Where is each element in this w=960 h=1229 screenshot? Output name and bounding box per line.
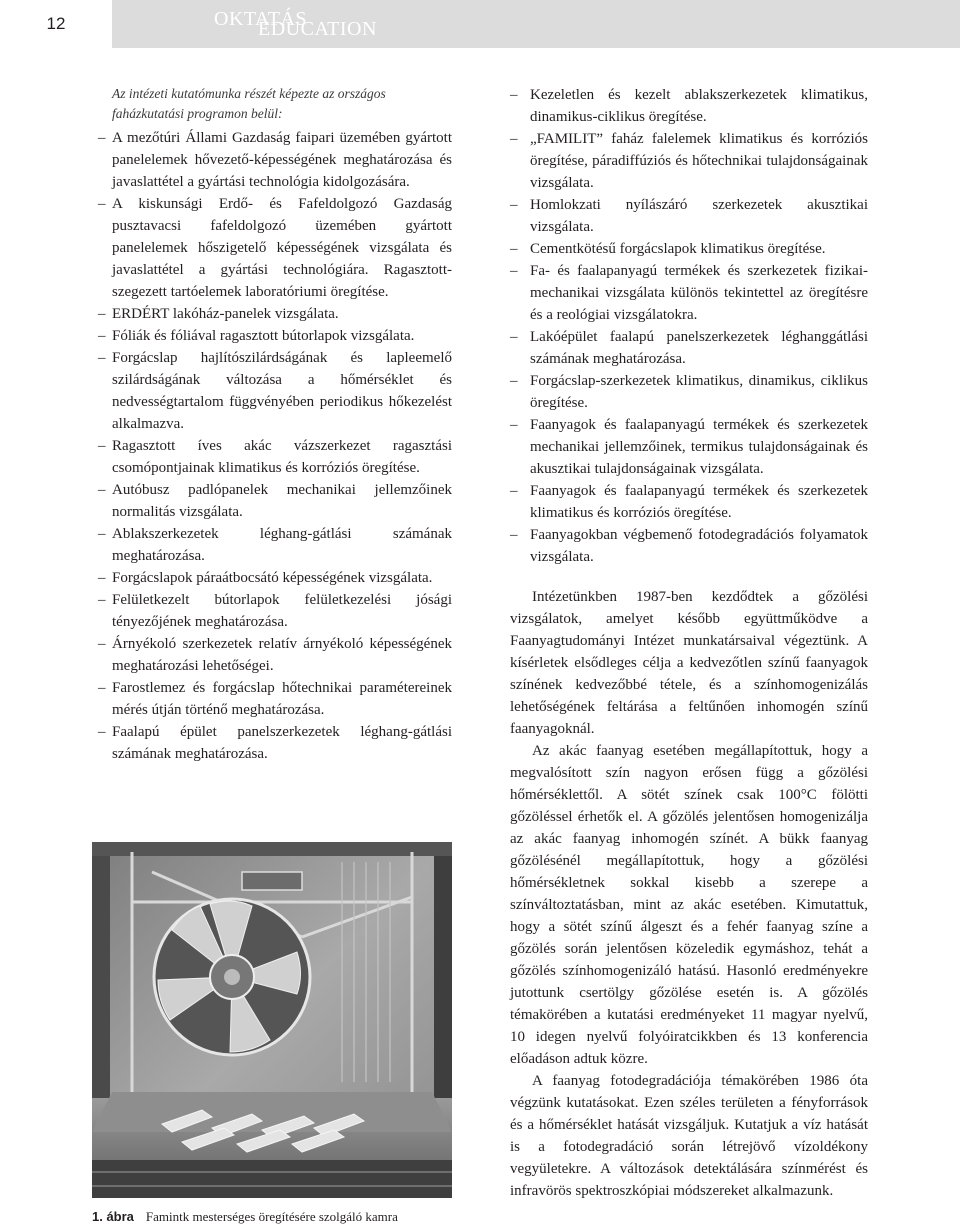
list-item: – Forgácslapok páraátbocsátó képességének vizsgálata. [112,567,452,589]
list-item: – Autóbusz padlópanelek mechanikai jellemzőinek normalitás vizsgálata. [112,479,452,523]
body-paragraph: A faanyag fotodegradációja témakörében 1986 óta végzünk kutatásokat. Ezen széles területen a fényforrások és a hőmérséklet hatását vizsgáljuk. Kutatjuk a víz hatását is a fotodegradáció során létrejövő vízoldékony vegyületekre. A változások detektálására színmérést és infravörös spektroszkópiai módszereket alkalmazunk. [510,1073,868,1199]
list-item: – „FAMILIT” faház falelemek klimatikus és korróziós öregítése, páradiffúziós és hőtechnikai tulajdonságainak vizsgálata. [510,128,868,194]
list-item: – ERDÉRT lakóház-panelek vizsgálata. [112,303,452,325]
body-paragraph: Az akác faanyag esetében megállapítottuk, hogy a megvalósított szín nagyon erősen függ a gőzölési hőmérséklettől. A sötét színek csak 100°C fölötti gőzöléssel érhetők el. A gőzölés jelentősen homogenizálja az akác faanyag inhomogén színét. A bükk faanyag gőzölésénél megállapítottuk, hogy a gőzölési hőmérsékletnek sokkal kisebb a szerepe a színváltoztatásban, mint az akác esetében. Kimutattuk, hogy a sötét színű álgeszt és a fehér faanyag színe a gőzölés során jelentősen közeledik egymáshoz, tehát a gőzölés színhomogenizáló hatású. Hasonló eredményekre jutottunk csertölgy gőzölése esetén is. A gőzölés témakörében a kutatási eredményeket 11 magyar nyelvű, 10 idegen nyelvű folyóiratcikkben és 13 konferencia előadáson adtuk közre. [510,743,868,1067]
figure-number: 1. ábra [92,1209,134,1224]
list-item: – Faanyagokban végbemenő fotodegradációs folyamatok vizsgálata. [510,524,868,568]
list-item: – Faalapú épület panelszerkezetek léghang-gátlási számának meghatározása. [112,721,452,765]
list-item: – A mezőtúri Állami Gazdaság faipari üzemében gyártott panelelemek hővezető-képességének meghatározása és javaslattétel a gyártási technológia kidolgozására. [112,127,452,193]
list-item: – Forgácslap-szerkezetek klimatikus, dinamikus, ciklikus öregítése. [510,370,868,414]
list-item: – Farostlemez és forgácslap hőtechnikai paramétereinek mérés útján történő meghatározása. [112,677,452,721]
page-header [0,0,960,48]
list-item: – Fóliák és fóliával ragasztott bútorlapok vizsgálata. [112,325,452,347]
list-item: – Faanyagok és faalapanyagú termékek és szerkezetek mechanikai jellemzőinek, termikus tulajdonságainak és akusztikai tulajdonságainak vizsgálata. [510,414,868,480]
list-item: – Ablakszerkezetek léghang-gátlási számának meghatározása. [112,523,452,567]
list-item: – Faanyagok és faalapanyagú termékek és szerkezetek klimatikus és korróziós öregítése. [510,480,868,524]
list-item: – Kezeletlen és kezelt ablakszerkezetek klimatikus, dinamikus-ciklikus öregítése. [510,84,868,128]
fan-icon [154,899,310,1055]
aging-chamber-photo [92,842,452,1198]
list-item: – Árnyékoló szerkezetek relatív árnyékoló képességének meghatározási lehetőségei. [112,633,452,677]
page-number: 12 [0,0,112,48]
list-item: – Forgácslap hajlítószilárdságának és lapleemelő szilárdságának változása a hőmérséklet és nedvességtartalom függvényében periodikus hőkezelést alkalmazva. [112,347,452,435]
list-item: – Cementkötésű forgácslapok klimatikus öregítése. [510,238,868,260]
figure-caption [92,1208,462,1226]
list-item: – Ragasztott íves akác vázszerkezet ragasztási csomópontjainak klimatikus és korróziós öregítése. [112,435,452,479]
section-subtitle: EDUCATION [258,18,377,40]
figure-caption-text: Famintk mesterséges öregítésére szolgáló kamra [145,1209,398,1224]
list-item: – Lakóépület faalapú panelszerkezetek léghanggátlási számának meghatározása. [510,326,868,370]
chamber-illustration [92,842,452,1198]
body-paragraph: Intézetünkben 1987-ben kezdődtek a gőzölési vizsgálatok, amelyet később együttműködve a Faanyagtudományi Intézet munkatársaival végeztünk. A kísérletek elsődleges célja a kedvezőtlen színű faanyagok színének kedvezőbbé tétele, és a színhomogenizálás lehetőségének feltárása a feltűnően inhomogén színű faanyagoknál. [510,589,868,737]
right-research-list [510,84,868,568]
right-column [510,84,868,1202]
left-column [112,84,452,765]
left-research-list [112,127,452,765]
list-item: – A kiskunsági Erdő- és Fafeldolgozó Gazdaság pusztavacsi fafeldolgozó üzemében gyártott panelelemek hőszigetelő képességének vizsgálata és javaslattétel a gyártási technológiára. Ragasztott-szegezett tartóelemek laboratóriumi öregítése. [112,193,452,303]
list-item: – Felületkezelt bútorlapok felületkezelési jósági tényezőjének meghatározása. [112,589,452,633]
section-title: OKTATÁS [214,8,308,30]
list-item: – Homlokzati nyílászáró szerkezetek akusztikai vizsgálata. [510,194,868,238]
intro-text: Az intézeti kutatómunka részét képezte az országos faházkutatási programon belül: [112,86,386,121]
list-item: – Fa- és faalapanyagú termékek és szerkezetek fizikai-mechanikai vizsgálata különös tekintettel az öregítésre és a reológiai vizsgálatokra. [510,260,868,326]
